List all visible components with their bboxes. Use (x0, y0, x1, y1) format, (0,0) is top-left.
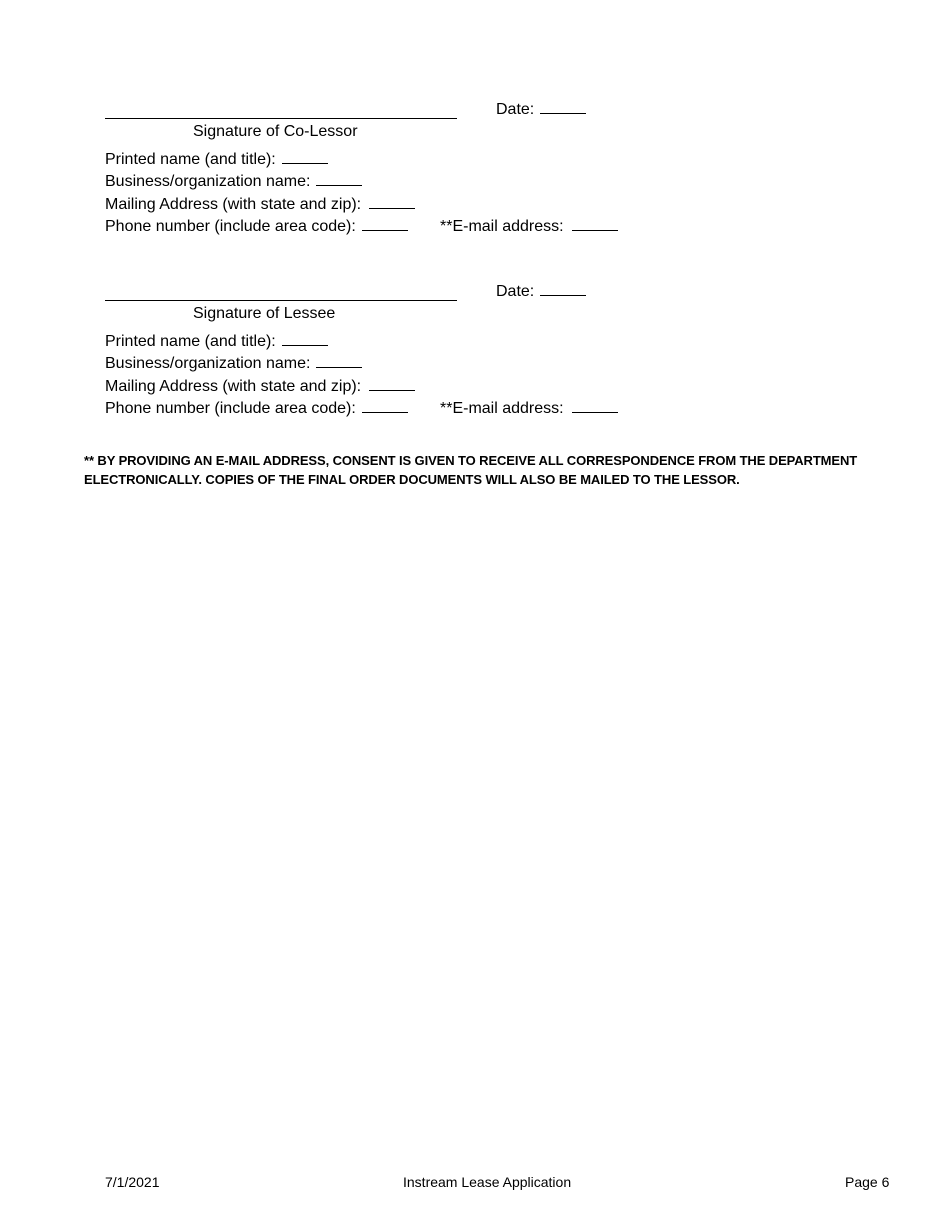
co-lessor-email-label: **E-mail address: (440, 218, 564, 235)
lessee-printed-name-blank[interactable] (282, 345, 328, 346)
co-lessor-mailing-label: Mailing Address (with state and zip): (105, 196, 362, 213)
co-lessor-mailing-row (105, 195, 415, 215)
lessee-business-row (105, 354, 362, 374)
co-lessor-date-blank[interactable] (540, 113, 586, 114)
lessee-mailing-row (105, 377, 415, 397)
lessee-email-blank[interactable] (572, 412, 618, 413)
email-consent-notice (84, 451, 884, 489)
lessee-date-field (496, 282, 586, 302)
notice-line-2: ELECTRONICALLY. COPIES OF THE FINAL ORDER DOCUMENTS WILL ALSO BE MAILED TO THE LESSOR. (84, 472, 740, 487)
co-lessor-business-row (105, 172, 362, 192)
lessee-printed-name-row (105, 332, 328, 352)
lessee-business-blank[interactable] (316, 367, 362, 368)
co-lessor-business-blank[interactable] (316, 185, 362, 186)
co-lessor-mailing-blank[interactable] (369, 208, 415, 209)
lessee-phone-blank[interactable] (362, 412, 408, 413)
co-lessor-signature-line[interactable] (105, 118, 457, 119)
footer-date: 7/1/2021 (105, 1174, 160, 1190)
lessee-business-label: Business/organization name: (105, 355, 311, 372)
co-lessor-phone-blank[interactable] (362, 230, 408, 231)
co-lessor-business-label: Business/organization name: (105, 173, 311, 190)
lessee-mailing-label: Mailing Address (with state and zip): (105, 378, 362, 395)
co-lessor-printed-name-label: Printed name (and title): (105, 151, 276, 168)
co-lessor-phone-row (105, 217, 408, 237)
footer-title: Instream Lease Application (403, 1174, 572, 1190)
lessee-signature-line[interactable] (105, 300, 457, 301)
lessee-date-blank[interactable] (540, 295, 586, 296)
lessee-phone-label: Phone number (include area code): (105, 400, 356, 417)
lessee-phone-row (105, 399, 408, 419)
lessee-email-field (440, 399, 618, 419)
co-lessor-email-field (440, 217, 618, 237)
co-lessor-signature-caption: Signature of Co-Lessor (193, 123, 358, 140)
notice-line-1: ** BY PROVIDING AN E-MAIL ADDRESS, CONSENT IS GIVEN TO RECEIVE ALL CORRESPONDENCE FROM THE DEPARTMENT (84, 453, 858, 468)
lessee-signature-caption: Signature of Lessee (193, 305, 336, 322)
co-lessor-printed-name-row (105, 150, 328, 170)
lessee-printed-name-label: Printed name (and title): (105, 333, 276, 350)
co-lessor-email-blank[interactable] (572, 230, 618, 231)
co-lessor-date-field (496, 100, 586, 120)
lessee-mailing-blank[interactable] (369, 390, 415, 391)
lessee-date-label: Date: (496, 283, 535, 300)
footer-page-number: Page 6 (845, 1174, 890, 1190)
co-lessor-date-label: Date: (496, 101, 535, 118)
co-lessor-printed-name-blank[interactable] (282, 163, 328, 164)
co-lessor-phone-label: Phone number (include area code): (105, 218, 356, 235)
lessee-email-label: **E-mail address: (440, 400, 564, 417)
